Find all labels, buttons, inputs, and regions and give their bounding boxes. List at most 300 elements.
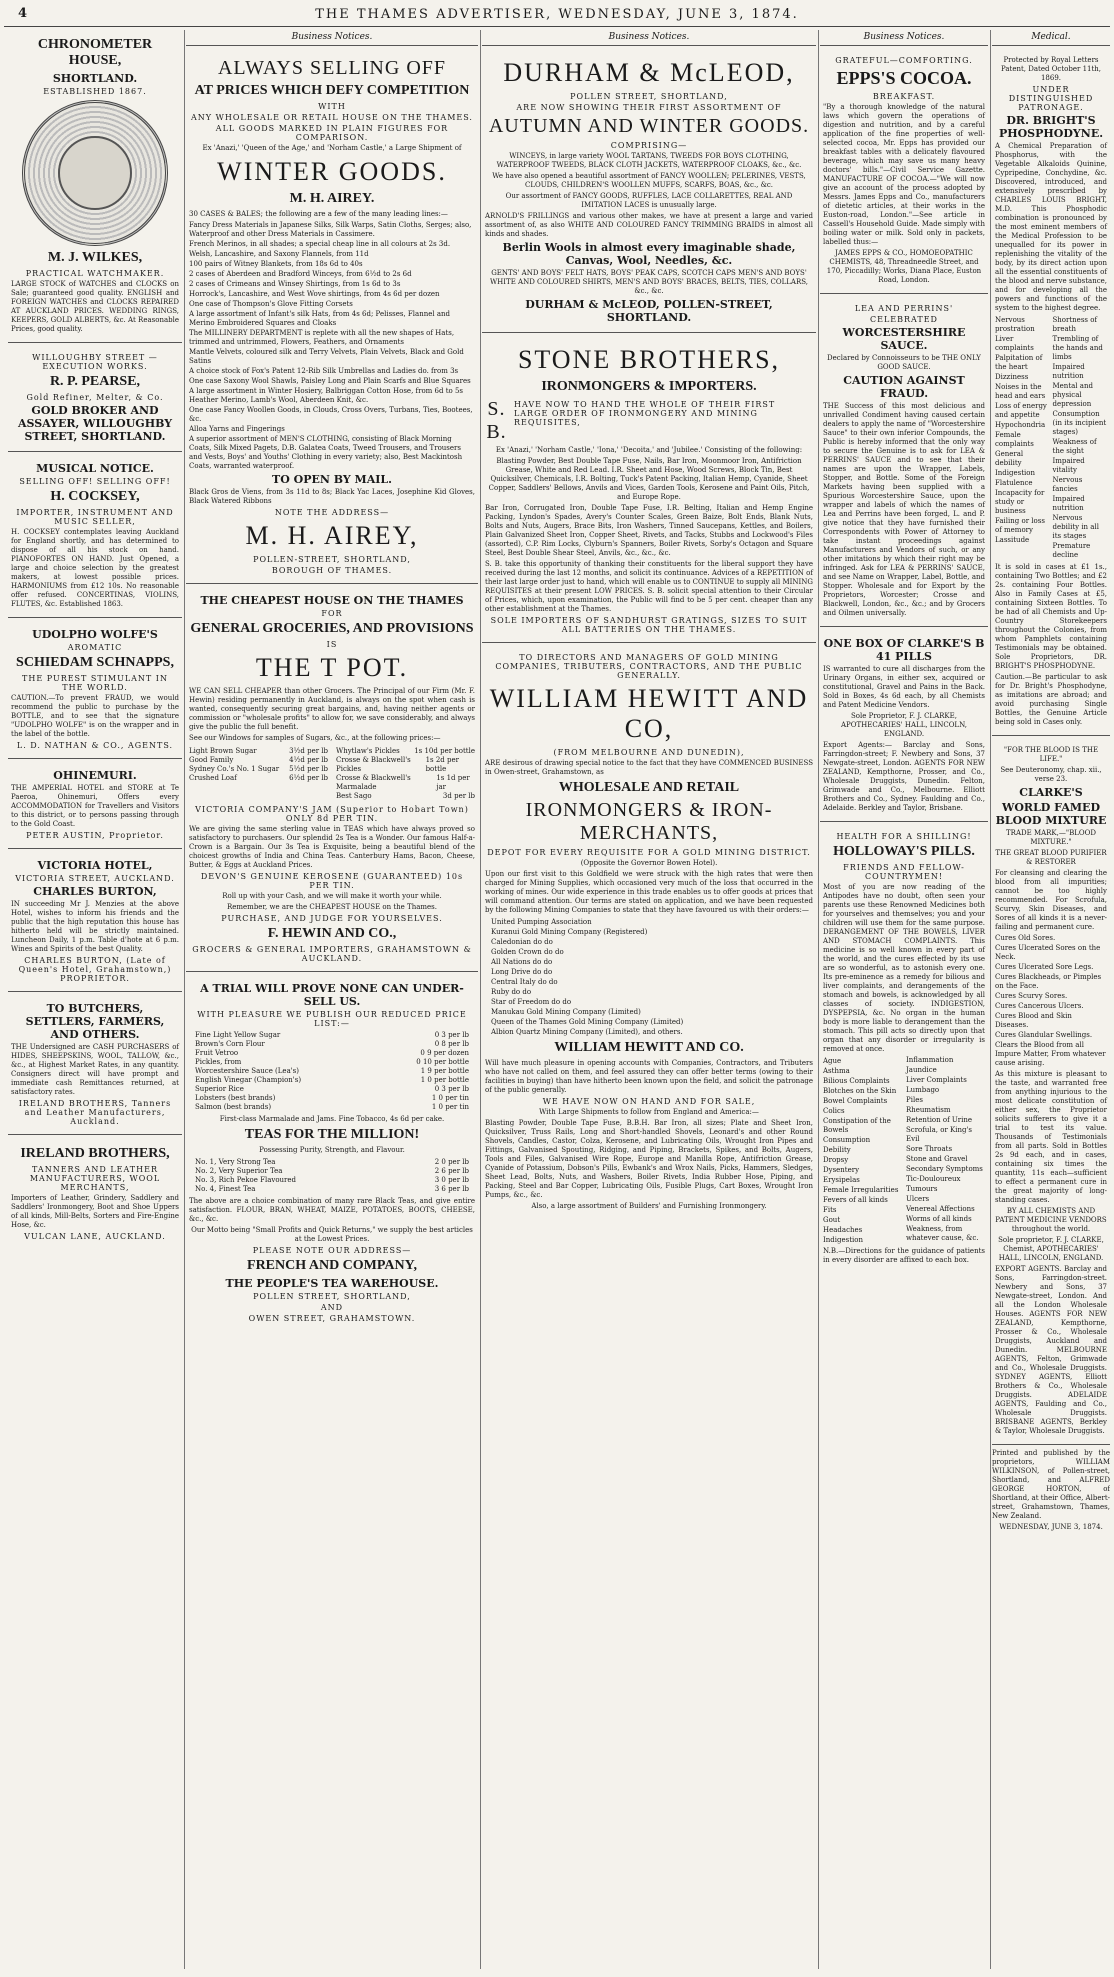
list-item: Caledonian do do bbox=[491, 938, 553, 946]
ad-subtitle: TANNERS AND LEATHER MANUFACTURERS, WOOL MERCHANTS, bbox=[29, 1165, 161, 1192]
ad-title: WORCESTERSHIRE SAUCE. bbox=[842, 326, 966, 352]
ad-subheading: With Large Shipments to follow from England and America:— bbox=[539, 1108, 759, 1116]
list-item: A superior assortment of MEN'S CLOTHING, consisting of Black Morning Coats, Silk Mixed Pagets, D.B. Galatea Coats, Tweed Trousers, and Trousers and Vests, Boys' and Youths' Clothing in every variety; also, Best Mackintosh Coats, warranted waterproof. bbox=[189, 435, 463, 470]
price-row bbox=[195, 1167, 469, 1176]
ad-name: UDOLPHO WOLFE'S bbox=[32, 628, 158, 641]
clarke-blood-mixture-ad bbox=[992, 740, 1110, 1445]
item-price: 6½d per lb bbox=[289, 774, 328, 782]
price-row bbox=[195, 1049, 469, 1058]
ad-connector: IS bbox=[326, 640, 338, 649]
list-item: Welsh, Lancashire, and Saxony Flannels, from 11d bbox=[189, 250, 369, 258]
ad-title: CLARKE'S bbox=[1019, 786, 1083, 799]
column-header: Business Notices. bbox=[482, 30, 816, 46]
list-item: Nervous prostration bbox=[995, 316, 1035, 333]
ad-subtitle: SHORTLAND. bbox=[52, 72, 138, 85]
list-item: Consumption bbox=[823, 1136, 871, 1144]
item-label: Best Sago bbox=[336, 792, 372, 800]
ad-heading: VICTORIA HOTEL, bbox=[37, 859, 153, 872]
list-item: Rheumatism bbox=[906, 1106, 951, 1114]
list-item: Stone and Gravel bbox=[906, 1155, 968, 1163]
price-row bbox=[195, 1103, 469, 1112]
ad-signature: Sole proprietor, F. J. CLARKE, Chemist, APOTHECARIES' HALL, LINCOLN, ENGLAND. bbox=[998, 1236, 1104, 1262]
ad-address: VULCAN LANE, AUCKLAND. bbox=[24, 1232, 166, 1241]
ad-body: THE Undersigned are CASH PURCHASERS of HIDES, SHEEPSKINS, WOOL, TALLOW, &c., &c., at Highest Market Rates, in any quantity. Consigners direct will have prompt and immediate cash Remittances returned, at satisfactory rates. bbox=[11, 1043, 179, 1096]
column-header: Business Notices. bbox=[186, 30, 478, 46]
ad-subtitle: THE PEOPLE'S TEA WAREHOUSE. bbox=[225, 1277, 439, 1290]
list-item: Golden Crown do do bbox=[491, 948, 564, 956]
ad-connector: COMPRISING— bbox=[610, 141, 688, 150]
list-item: Indigestion bbox=[823, 1236, 863, 1244]
music-ad bbox=[8, 456, 182, 618]
list-item: Queen of the Thames Gold Mining Company (Limited) bbox=[491, 1018, 684, 1026]
price-row bbox=[336, 747, 475, 756]
list-item: Nervous debility in all its stages bbox=[1052, 514, 1099, 540]
price-row bbox=[195, 1031, 469, 1040]
newspaper-page bbox=[4, 4, 1110, 1973]
list-item: Indigestion bbox=[995, 469, 1035, 477]
ad-pretitle: GRATEFUL—COMFORTING. bbox=[835, 56, 973, 65]
list-item: Ruby do do bbox=[491, 988, 532, 996]
ad-name: M. H. AIREY. bbox=[289, 191, 375, 206]
item-price: 2 6 per lb bbox=[434, 1167, 469, 1175]
price-row bbox=[195, 1158, 469, 1167]
ad-address: POLLEN STREET, SHORTLAND, bbox=[570, 92, 728, 101]
ad-big-title: WILLIAM HEWITT AND CO, bbox=[489, 684, 809, 743]
list-item: Bowel Complaints bbox=[823, 1097, 888, 1105]
ad-big-title: THE T POT. bbox=[255, 653, 409, 682]
ad-line: BY ALL CHEMISTS AND PATENT MEDICINE VENDORS throughout the world. bbox=[995, 1207, 1107, 1233]
item-price: 1 0 per tin bbox=[431, 1103, 469, 1111]
item-label: Sydney Co.'s No. 1 Sugar bbox=[189, 765, 280, 773]
list-item: A large assortment in Winter Hosiery, Balbriggan Cotton Hose, from 6d to 5s Heather Merino, Lamb's Wool, Aberdeen Knit, &c. bbox=[189, 387, 463, 404]
ad-quote: "FOR THE BLOOD IS THE LIFE." bbox=[1003, 746, 1099, 763]
list-item: Impaired vitality bbox=[1052, 457, 1085, 474]
price-row bbox=[195, 1058, 469, 1067]
list-item: Gout bbox=[823, 1216, 841, 1224]
company-list bbox=[491, 918, 807, 1037]
ad-caution: Caution.—Be particular to ask for Dr. Bright's Phosphodyne, as imitations are abroad; and avoid purchasing Single Bottles, the Genuine Article being sold in Cases only. bbox=[995, 673, 1107, 726]
price-row bbox=[195, 1176, 469, 1185]
ad-headline: IRONMONGERS & IRON-MERCHANTS, bbox=[525, 799, 773, 844]
victoria-hotel-ad bbox=[8, 853, 182, 992]
ad-heading: TEAS FOR THE MILLION! bbox=[244, 1127, 420, 1142]
list-item: Clears the Blood from all Impure Matter, From whatever cause arising. bbox=[995, 1041, 1106, 1067]
item-price: 3 0 per lb bbox=[434, 1176, 469, 1184]
masthead bbox=[4, 4, 1110, 27]
ad-subheadline: AT PRICES WHICH DEFY COMPETITION bbox=[194, 83, 470, 98]
list-item: French Merinos, in all shades; a special cheap line in all colours at 2s 3d. bbox=[189, 240, 451, 248]
list-item: Lumbago bbox=[906, 1086, 940, 1094]
list-item: One case of Thompson's Glove Fitting Corsets bbox=[189, 300, 353, 308]
ad-body: A Chemical Preparation of Phosphorus, with the Vegetable Alkaloids Quinine, Cypripedine, Conchydine, &c. Discovered, introduced, and extensively prescribed by CHARLES LOUIS BRIGHT, M.D. This Phosphodic combination is pronounced by the most eminent members of the Medical Profession to be unequalled for its power in replenishing the vitality of the body, by its direct action upon all the essential constituents of the blood and nerve substance, and for developing all the powers and functions of the system to the highest degree. bbox=[995, 142, 1107, 312]
list-item: Secondary Symptoms bbox=[906, 1165, 983, 1173]
ad-signature: Sole Proprietor, F. J. CLARKE, APOTHECARIES' HALL, LINCOLN, ENGLAND. bbox=[841, 712, 967, 738]
ad-body: THE Success of this most delicious and unrivalled Condiment having caused certain dealers to apply the name of "Worcestershire Sauce" to their own inferior Compounds, the Public is hereby informed that the only way to secure the Genuine is to ask for LEA & PERRINS' SAUCE and to see that their names are upon the Wrapper, Labels, Stopper, and Bottle. Some of the Foreign Markets having been supplied with a Spurious Worcestershire Sauce, upon the wrapper and labels of which the names of Lea and Perrins have been forged, L. and P. give notice that they have furnished their Correspondents with Power of Attorney to take instant proceedings against Manufacturers and Vendors of such, or any other imitations by which their right may be infringed. Ask for LEA & PERRINS' SAUCE, and see Name on Wrapper, Label, Bottle, and Stopper. Wholesale and for Export by the Proprietors, Worcester; Crosse and Blackwell, London, &c., &c.; and by Grocers and Oilmen universally. bbox=[823, 402, 985, 617]
ad-initials: S. B. bbox=[486, 398, 507, 443]
ad-name: WILLIAM HEWITT AND CO. bbox=[554, 1040, 744, 1055]
ad-line: ANY WHOLESALE OR RETAIL HOUSE ON THE THAMES. bbox=[191, 113, 473, 122]
list-item: Cures Ulcerated Sores on the Neck. bbox=[995, 944, 1101, 961]
clock-face bbox=[58, 136, 132, 210]
ad-body: Most of you are now reading of the Antipodes have no doubt, often seen your parents use these Renowned Medicines both for yourselves and themselves; you and your children will use them for the same purpose. DERANGEMENT OF THE BOWELS, LIVER AND STOMACH COMPLAINTS. This medicine is so well known in every part of the world, and the cures effected by its use are so wonderful, as to astonish every one. Its pre-eminence as a remedy for bilious and liver complaints, and derangements of the stomach and bowels, is acknowledged by all classes of society. INDIGESTION, DYSPEPSIA, &c. No organ in the human body is more liable to derangement than the stomach. This pill acts so directly upon that organ that any disorder or irregularity is removed at once. bbox=[823, 883, 985, 1053]
ad-body: "By a thorough knowledge of the natural laws which govern the operations of digestion and nutrition, and by a careful application of the fine properties of well-selected cocoa, Mr. Epps has provided our breakfast tables with a delicately flavoured beverage, which may save us many heavy doctors' bills."—Civil Service Gazette. MANUFACTURE OF COCOA.—"We will now give an account of the process adopted by Messrs. James Epps and Co., manufacturers of dietetic articles, at their works in the Euston-road, London."—See article in Cassell's Household Guide. Made simply with boiling water or milk. Sold only in packets, labelled thus:— bbox=[823, 103, 985, 246]
ad-heading: TO OPEN BY MAIL. bbox=[272, 473, 392, 486]
ad-subheadline: WITH PLEASURE WE PUBLISH OUR REDUCED PRICE LIST:— bbox=[197, 1010, 467, 1028]
ad-note: PLEASE NOTE OUR ADDRESS— bbox=[252, 1246, 412, 1255]
list-item: Dysentery bbox=[823, 1166, 860, 1174]
list-item: Constipation of the Bowels bbox=[823, 1117, 891, 1134]
ad-note: NOTE THE ADDRESS— bbox=[274, 508, 390, 517]
ad-body: The above are a choice combination of many rare Black Teas, and give entire satisfaction. FLOUR, BRAN, WHEAT, MAIZE, POTATOES, BOOTS, CHEESE, &c., &c. bbox=[189, 1197, 475, 1223]
list-item: Cures Blood and Skin Diseases. bbox=[995, 1012, 1072, 1029]
column-1 bbox=[8, 30, 182, 1969]
ad-signature: CHARLES BURTON, (Late of Queen's Hotel, Grahamstown,) PROPRIETOR. bbox=[18, 956, 172, 983]
list-item: Long Drive do do bbox=[491, 968, 553, 976]
ad-body: Blasting Powder, Best Double Tape Fuse, Nails, Bar Iron, Moonmoor Iron, Antifriction Grease, White and Red Lead. I.R. Sheet and Hose, Wood Screws, Block Tin, Best Quicksilver, Chemicals, I.R. Bolting, Tuck's Patent Packing, Italian Hemp, Cyanide, Sheet Copper, Saddlers' Bellows, Anvils and Vices, Garden Tools, Kerosene and Paint Oils, Pitch, and Europe Rope. bbox=[488, 457, 810, 501]
ad-headline: THE CHEAPEST HOUSE ON THE THAMES bbox=[200, 594, 464, 607]
ad-motto: Our Motto being "Small Profits and Quick Returns," we supply the best articles at the Lowest Prices. bbox=[191, 1226, 473, 1243]
ad-subheadline: GENERAL GROCERIES, AND PROVISIONS bbox=[190, 621, 474, 636]
price-row bbox=[336, 792, 475, 801]
ad-subtitle: Gold Refiner, Melter, & Co. bbox=[26, 393, 164, 402]
ad-name: H. COCKSEY, bbox=[50, 489, 140, 504]
list-item: Weakness of the sight bbox=[1052, 438, 1097, 455]
ad-lead: 30 CASES & BALES; the following are a few of the many leading lines:— bbox=[189, 210, 448, 218]
list-item: Tic-Douloureux bbox=[906, 1175, 961, 1183]
ad-borough: BOROUGH OF THAMES. bbox=[271, 566, 393, 575]
item-price: 1 0 per bottle bbox=[420, 1076, 469, 1084]
ad-heading: IRELAND BROTHERS, bbox=[20, 1146, 170, 1161]
stone-brothers-ad bbox=[482, 337, 816, 643]
chronometer-ad bbox=[8, 30, 182, 343]
pearse-ad bbox=[8, 347, 182, 452]
list-item: Flatulence bbox=[995, 479, 1033, 487]
item-label: No. 2, Very Superior Tea bbox=[195, 1167, 283, 1175]
ad-body: GENTS' AND BOYS' FELT HATS, BOYS' PEAK CAPS, SCOTCH CAPS MEN'S AND BOYS' WHITE AND COLOURED SHIRTS, MEN'S AND BOYS' BRACES, BELTS, TIES, COLLARS, &c., &c. bbox=[489, 269, 809, 295]
ad-line: See our Windows for samples of Sugars, &c., at the following prices:— bbox=[189, 734, 441, 742]
item-label: Fruit Vetroo bbox=[195, 1049, 239, 1057]
condition-lists bbox=[995, 315, 1107, 561]
ad-subtitle: (FROM MELBOURNE AND DUNEDIN), bbox=[553, 748, 745, 757]
ad-line: ALL GOODS MARKED IN PLAIN FIGURES FOR COMPARISON. bbox=[215, 124, 449, 142]
ad-line: DEPOT FOR EVERY REQUISITE FOR A GOLD MINING DISTRICT. bbox=[487, 848, 811, 857]
ad-heading: MUSICAL NOTICE. bbox=[36, 462, 154, 475]
list-item: Ulcers bbox=[906, 1195, 930, 1203]
item-label: Brown's Corn Flour bbox=[195, 1040, 265, 1048]
list-item: Inflammation bbox=[906, 1056, 954, 1064]
item-label: Pickles, from bbox=[195, 1058, 242, 1066]
ad-quote-source: See Deuteronomy, chap. xii., verse 23. bbox=[1000, 766, 1102, 783]
ad-line: Berlin Wools in almost every imaginable shade, Canvas, Wool, Needles, &c. bbox=[502, 241, 796, 267]
item-price: 1s 2d per bottle bbox=[425, 756, 459, 773]
list-item: Mantle Velvets, coloured silk and Terry Velvets, Plain Velvets, Black and Gold Satins bbox=[189, 348, 464, 365]
list-item: Lassitude bbox=[995, 536, 1030, 544]
list-item: A choice stock of Fox's Patent 12-Rib Silk Umbrellas and Ladies do. from 3s bbox=[189, 367, 459, 375]
ad-big-title: STONE BROTHERS, bbox=[517, 345, 781, 374]
ad-name: R. P. PEARSE, bbox=[49, 374, 141, 389]
item-price: 1s 10d per bottle bbox=[414, 747, 475, 755]
list-item: Cures Glandular Swellings. bbox=[995, 1031, 1093, 1039]
ad-body: S. B. take this opportunity of thanking their constituents for the liberal support they have received during the last 12 months, and solicit its continuance. Advices of a REPETITION of their last large order just to hand, which will enable us to CONTINUE to supply all MINING REQUISITES at their present LOW PRICES. S. B. solicit special attention to their Circular of Prices, which, upon examination, the Public will find to be 5 per cent. cheaper than any other establishment at the Thames. bbox=[485, 560, 813, 613]
item-price: 0 9 per dozen bbox=[420, 1049, 469, 1057]
list-item: Blotches on the Skin bbox=[823, 1087, 897, 1095]
ad-body: As this mixture is pleasant to the taste, and warranted free from anything injurious to the most delicate constitution of either sex, the Proprietor solicits sufferers to give it a trial to test its value. Thousands of Testimonials from all parts. Sold in Bottles 2s 9d each, and in cases, containing six times the quantity, 11s each—sufficient to effect a permanent cure in the great majority of long-standing cases. bbox=[995, 1070, 1107, 1204]
list-item: Worms of all kinds bbox=[906, 1215, 972, 1223]
list-item: General debility bbox=[995, 450, 1024, 467]
ad-subheading: Possessing Purity, Strength, and Flavour. bbox=[259, 1146, 405, 1154]
column-rule bbox=[480, 30, 481, 1969]
list-item: Debility bbox=[823, 1146, 851, 1154]
ad-big-name: M. H. AIREY, bbox=[245, 521, 419, 550]
imprint-date: WEDNESDAY, JUNE 3, 1874. bbox=[999, 1523, 1103, 1531]
ad-big-title: DURHAM & McLEOD, bbox=[503, 58, 795, 87]
column-rule bbox=[184, 30, 185, 1969]
ad-title: DR. BRIGHT'S PHOSPHODYNE. bbox=[998, 114, 1104, 140]
ad-headline: WHOLESALE AND RETAIL bbox=[558, 780, 740, 795]
price-row bbox=[195, 1094, 469, 1103]
list-item: Cures Blackheads, or Pimples on the Face. bbox=[995, 973, 1102, 990]
item-label: No. 1, Very Strong Tea bbox=[195, 1158, 276, 1166]
list-item: Fevers of all kinds bbox=[823, 1196, 888, 1204]
clock-seal-image bbox=[22, 100, 168, 246]
ad-title: ONE BOX OF CLARKE'S B 41 PILLS bbox=[823, 637, 985, 663]
ad-pretitle: Protected by Royal Letters Patent, Dated October 11th, 1869. bbox=[1000, 56, 1102, 82]
durham-mcleod-ad bbox=[482, 50, 816, 333]
list-item: Impaired nutrition bbox=[1052, 495, 1085, 512]
item-label: Crosse & Blackwell's Pickles bbox=[336, 756, 411, 773]
ad-line: Also, a large assortment of Builders' and Furnishing Ironmongery. bbox=[531, 1202, 767, 1210]
list-item: Ague bbox=[823, 1057, 842, 1065]
item-price: 3 6 per lb bbox=[434, 1185, 469, 1193]
ad-subtitle: CELEBRATED bbox=[870, 315, 938, 324]
page-number: 4 bbox=[18, 6, 28, 21]
item-label: Light Brown Sugar bbox=[189, 747, 257, 755]
ad-line: SOLE IMPORTERS OF SANDHURST GRATINGS, SIZES TO SUIT ALL BATTERIES ON THE THAMES. bbox=[490, 616, 808, 634]
list-item: Weakness, from whatever cause, &c. bbox=[906, 1225, 979, 1242]
ad-agents: Export Agents:— Barclay and Sons, Farringdon-street; F. Newbery and Sons, 37 Newgate-street, London. AGENTS FOR NEW ZEALAND, Kempthorne, Prosser, and Co., Wholesale Druggists, Dunedin. Felton, Grimwade and Co., Melbourne. Elliott Brothers and Co., Sydney. Faulding and Co., Adelaide. Berkley and Taylor, Brisbane. bbox=[823, 741, 985, 812]
ad-line: PURCHASE, AND JUDGE FOR YOURSELVES. bbox=[221, 914, 443, 923]
list-item: A large assortment of Infant's silk Hats, from 4s 6d; Pelisses, Flannel and Merino Embroidered Squares and Cloaks bbox=[189, 310, 450, 327]
list-item: Mental and physical depression bbox=[1052, 382, 1093, 408]
ad-body: IS warranted to cure all discharges from the Urinary Organs, in either sex, acquired or constitutional, Gravel and Pains in the Back. Sold in Boxes, 4s 6d each, by all Chemists and Patent Medicine Vendors. bbox=[823, 665, 985, 709]
list-item: Female complaints bbox=[995, 431, 1034, 448]
ad-shipment: Ex 'Anazi,' 'Queen of the Age,' and 'Norham Castle,' a Large Shipment of bbox=[202, 144, 462, 152]
list-item: Scrofula, or King's Evil bbox=[906, 1126, 972, 1143]
list-item: Cures Scurvy Sores. bbox=[995, 992, 1068, 1000]
item-price: 2 0 per lb bbox=[434, 1158, 469, 1166]
list-item: All Nations do do bbox=[491, 958, 553, 966]
ad-subtitle: IRONMONGERS & IMPORTERS. bbox=[541, 379, 757, 394]
ad-signature: JAMES EPPS & CO., HOMOEOPATHIC CHEMISTS, 48, Threadneedle Street, and 170, Piccadilly; Works, Diana Place, Euston Road, London. bbox=[826, 249, 982, 284]
ireland-ad bbox=[8, 1139, 182, 1249]
ad-body: It is sold in cases at £1 1s., containing Two Bottles; and £2 2s. containing Four Bottles. Also in Family Cases at £5, containing Sixteen Bottles. To be had of all Chemists and Up-Country Storekeepers throughout the Colonies, from whom Pamphlets containing Testimonials may be obtained. Sole Proprietors, DR. BRIGHT'S PHOSPHODYNE. bbox=[995, 563, 1107, 670]
price-row bbox=[189, 747, 328, 756]
item-label: No. 4, Finest Tea bbox=[195, 1185, 256, 1193]
list-item: Cures Ulcerated Sore Legs. bbox=[995, 963, 1094, 971]
lea-perrins-ad bbox=[820, 298, 988, 627]
list-item: Hypochondria bbox=[995, 421, 1046, 429]
list-item: Liver complaints bbox=[995, 335, 1034, 352]
list-item: Premature decline bbox=[1052, 542, 1091, 559]
tea-price-list bbox=[195, 1158, 469, 1194]
list-item: Consumption (in its incipient stages) bbox=[1052, 410, 1107, 436]
list-item: 2 cases of Crimeans and Winsey Shirtings, from 1s 6d to 3s bbox=[189, 280, 401, 288]
list-item: Star of Freedom do do bbox=[491, 998, 572, 1006]
list-item: United Pumping Association bbox=[491, 918, 592, 926]
airey-item-list bbox=[189, 221, 475, 471]
column-rule bbox=[990, 30, 991, 1969]
item-price: 0 3 per lb bbox=[434, 1085, 469, 1093]
sugar-price-lists bbox=[189, 745, 475, 803]
item-price: 4½d per lb bbox=[289, 756, 328, 764]
list-item: Cures Cancerous Ulcers. bbox=[995, 1002, 1084, 1010]
ad-heading: TO BUTCHERS, SETTLERS, FARMERS, AND OTHERS. bbox=[25, 1002, 165, 1041]
ad-connector: FOR bbox=[321, 609, 343, 618]
ad-subtitle: AROMATIC bbox=[67, 643, 123, 652]
ad-subtitle: IMPORTER, INSTRUMENT AND MUSIC SELLER, bbox=[16, 508, 174, 526]
column-5 bbox=[992, 30, 1110, 1969]
list-item: Dizziness bbox=[995, 373, 1029, 381]
ad-title: SCHIEDAM SCHNAPPS, bbox=[16, 655, 174, 670]
list-item: 2 cases of Aberdeen and Bradford Winceys, from 6½d to 2s 6d bbox=[189, 270, 412, 278]
ad-note: N.B.—Directions for the guidance of patients in every disorder are affixed to each box. bbox=[823, 1247, 985, 1264]
phosphodyne-ad bbox=[992, 50, 1110, 736]
item-label: English Vinegar (Champion's) bbox=[195, 1076, 302, 1084]
ad-body: We are giving the same sterling value in TEAS which have always proved so satisfactory to purchasers. Our splendid 2s Tea is a Wonder. Our famous Half-a-Crown is a Bargain. Our 3s Tea is Exquisite, being a beautiful blend of the choicest growths of India and China Teas. Canterbury Hams, Bacon, Cheese, Butter, & Eggs at Auckland Prices. bbox=[189, 825, 475, 869]
ad-signature: PETER AUSTIN, Proprietor. bbox=[26, 831, 164, 840]
item-price: 1 9 per bottle bbox=[420, 1067, 469, 1075]
item-price: 3d per lb bbox=[442, 792, 475, 800]
hewitt-ad bbox=[482, 647, 816, 1219]
ad-body: Our assortment of FANCY GOODS, RUFFLES, LACE COLLARETTES, REAL AND IMITATION LACES is unusually large. bbox=[505, 192, 793, 209]
printer-imprint: Printed and published by the proprietors, WILLIAM WILKINSON, of Pollen-street, Shortland, and ALFRED GEORGE HORTON, of Shortland, at their Office, Albert-street, Grahamstown, Thames, New Zealand. bbox=[992, 1449, 1110, 1520]
ad-address: POLLEN-STREET, SHORTLAND, bbox=[253, 555, 411, 564]
ad-name: CHARLES BURTON, bbox=[33, 885, 157, 898]
ad-headline: A TRIAL WILL PROVE NONE CAN UNDER-SELL US. bbox=[200, 982, 464, 1008]
ad-pretitle: LEA AND PERRINS' bbox=[854, 304, 954, 313]
list-item: Jaundice bbox=[906, 1066, 937, 1074]
price-row bbox=[195, 1185, 469, 1194]
item-label: Whytlaw's Pickles bbox=[336, 747, 400, 755]
ad-line: HAVE NOW TO HAND THE WHOLE OF THEIR FIRST LARGE ORDER OF IRONMONGERY AND MINING REQUISITES, bbox=[513, 400, 776, 427]
item-label: Fine Light Yellow Sugar bbox=[195, 1031, 281, 1039]
ad-subtitle: GROCERS & GENERAL IMPORTERS, GRAHAMSTOWN & AUCKLAND. bbox=[192, 945, 472, 963]
ad-body: We have also opened a beautiful assortment of FANCY WOOLLEN; PELERINES, VESTS, CLOUDS, CHILDREN'S WOOLLEN MUFFS, SCARFS, BOAS, &c., &c. bbox=[492, 172, 806, 189]
ailment-list bbox=[823, 1056, 985, 1245]
clarke-pills-ad bbox=[820, 631, 988, 822]
ad-subtitle: VICTORIA STREET, AUCKLAND. bbox=[15, 874, 175, 883]
ad-big-title: WORLD FAMED BLOOD MIXTURE bbox=[995, 801, 1107, 827]
price-row bbox=[189, 774, 328, 783]
list-item: Trembling of the hands and limbs bbox=[1052, 335, 1103, 361]
ad-subtitle: BREAKFAST. bbox=[872, 92, 936, 101]
epps-cocoa-ad bbox=[820, 50, 988, 294]
ad-body: LARGE STOCK of WATCHES and CLOCKS on Sale; guaranteed good quality. ENGLISH and FOREIGN WATCHES and CLOCKS REPAIRED AT AUCKLAND PRICES. WEDDING RINGS, KEEPERS, GOLD ALBERTS, &c. At Reasonable Prices, good quality. bbox=[11, 280, 179, 333]
item-price: 3½d per lb bbox=[289, 747, 328, 755]
ad-line: DEVON'S GENUINE KEROSENE (GUARANTEED) 10s PER TIN. bbox=[200, 872, 464, 890]
sb-intro bbox=[485, 398, 813, 444]
ad-trade: PRACTICAL WATCHMAKER. bbox=[25, 269, 165, 278]
ad-name: FRENCH AND COMPANY, bbox=[247, 1258, 417, 1273]
ad-signature: IRELAND BROTHERS, Tanners and Leather Manufacturers, Auckland. bbox=[18, 1099, 172, 1126]
ad-line: Remember, we are the CHEAPEST HOUSE on the Thames. bbox=[226, 903, 437, 911]
item-price: 5½d per lb bbox=[289, 765, 328, 773]
price-row bbox=[195, 1085, 469, 1094]
ad-agent: L. D. NATHAN & CO., AGENTS. bbox=[16, 741, 174, 750]
ad-body: CAUTION.—To prevent FRAUD, we would recommend the public to purchase by the BOTTLE, and to see that the signature "UDOLPHO WOLFE" is on the wrapper and in the label of the bottle. bbox=[11, 694, 179, 738]
ad-agents: EXPORT AGENTS. Barclay and Sons, Farringdon-street. Newbery and Sons, 37 Newgate-street, London. And all the London Wholesale Houses. AGENTS FOR NEW ZEALAND, Kempthorne, Prosser & Co., Wholesale Druggists, Auckland and Dunedin. MELBOURNE AGENTS, Felton, Grimwade and Co., Wholesale Druggists. SYDNEY AGENTS, Elliott Brothers & Co., Wholesale Druggists. ADELAIDE AGENTS, Faulding and Co., Wholesale Druggists. BRISBANE AGENTS, Berkley & Taylor, Wholesale Druggists. bbox=[995, 1265, 1107, 1435]
butchers-ad bbox=[8, 996, 182, 1135]
list-item: Erysipelas bbox=[823, 1176, 860, 1184]
list-item: Horrock's, Lancashire, and West Wove shirtings, from 4s 6d per dozen bbox=[189, 290, 440, 298]
ad-body: For cleansing and clearing the blood from all impurities; cannot be too highly recommended. For Scrofula, Scurvy, Skin Diseases, and Sores of all kinds it is a never-failing and permanent cure. bbox=[995, 869, 1107, 931]
list-item: 100 pairs of Witney Blankets, from 18s 6d to 40s bbox=[189, 260, 363, 268]
column-header: Business Notices. bbox=[820, 30, 988, 46]
ad-body: Blasting Powder, Double Tape Fuse, B.B.H. Bar Iron, all sizes; Plate and Sheet Iron, Quicksilver, Truss Rails, Long and Short-handled Shovels, Leonard's and other Round Shovels, Candles, Castor, Colza, Kerosene, and Lubricating Oils, Wrought Iron Pipes and Fittings, Galvanised Spouting, Ridging, and Piping, Brackets, Spikes, and Bolts, Augers, Tools and Files, Galvanised Wire Rope, Europe and Manilla Rope, Antifriction Grease, Cyanide of Potassium, Dobson's Pills, Ewbank's and Wrox Nails, Picks, Hammers, Sledges, Sheet Lead, Bolts, Nuts, and Washers, Boiler Rivets, India Rubber Hose, Piping, and Packing, Steel and Bar Copper, Lubricating Oils, Fusible Plugs, Cart Boxes, Wrought Iron Pumps, &c., &c. bbox=[485, 1119, 813, 1199]
condition-list-right bbox=[1053, 315, 1108, 561]
price-row bbox=[189, 765, 328, 774]
list-item: Failing or loss of memory bbox=[995, 517, 1045, 534]
list-item: One case Saxony Wool Shawls, Paisley Long and Plain Scarfs and Blue Squares bbox=[189, 377, 471, 385]
ad-title: CHRONOMETER HOUSE, bbox=[37, 37, 153, 68]
list-item: Female Irregularities bbox=[823, 1186, 899, 1194]
list-item: Venereal Affections bbox=[906, 1205, 975, 1213]
item-label: Good Family bbox=[189, 756, 234, 764]
price-row bbox=[189, 756, 328, 765]
price-row bbox=[336, 756, 475, 774]
list-item: One case Fancy Woollen Goods, in Clouds, Cross Overs, Turbans, Ties, Bootees, &c. bbox=[189, 406, 473, 423]
column-3 bbox=[482, 30, 816, 1969]
ad-heading: OHINEMURI. bbox=[53, 769, 137, 782]
ad-address: POLLEN STREET, SHORTLAND, bbox=[253, 1292, 411, 1301]
list-item: Noises in the head and ears bbox=[995, 383, 1046, 400]
item-price: 0 3 per lb bbox=[434, 1031, 469, 1039]
list-item: Colics bbox=[823, 1107, 845, 1115]
ad-heading: WE HAVE NOW ON HAND AND FOR SALE, bbox=[542, 1097, 756, 1106]
list-item: Kuranui Gold Mining Company (Registered) bbox=[491, 928, 648, 936]
item-label: Superior Rice bbox=[195, 1085, 244, 1093]
ad-body: Upon our first visit to this Goldfield we were struck with the high rates that were then charged for Mining Supplies, which occasioned very much of the loss that occurred in the working of mines. Our wide experience in this trade enables us to offer goods at prices that will command attention. Our terms are stated on application, and we have been requested by the following Mining Companies to state that they have favoured us with their orders:— bbox=[485, 870, 813, 914]
ad-title: HOLLOWAY'S PILLS. bbox=[833, 844, 975, 859]
column-header: Medical. bbox=[992, 30, 1110, 46]
column-4 bbox=[820, 30, 988, 1969]
list-item: Nervous fancies bbox=[1052, 476, 1083, 493]
price-row bbox=[195, 1067, 469, 1076]
ad-heading-2: SELLING OFF! SELLING OFF! bbox=[19, 477, 171, 486]
list-item: Cures Old Sores. bbox=[995, 934, 1056, 942]
list-item: Central Italy do do bbox=[491, 978, 558, 986]
list-item: Sore Throats bbox=[906, 1145, 953, 1153]
ad-established: ESTABLISHED 1867. bbox=[43, 87, 147, 96]
ad-body: Importers of Leather, Grindery, Saddlery and Saddlers' Ironmongery, Boot and Shoe Uppers of all kinds, Mill-Belts, Sorters and Fire-Engine Hose, &c. bbox=[11, 1194, 179, 1229]
list-item: Fits bbox=[823, 1206, 837, 1214]
list-item: Alloa Yarns and Fingerings bbox=[189, 425, 285, 433]
item-label: Crushed Loaf bbox=[189, 774, 237, 782]
ad-connector: WITH bbox=[318, 102, 346, 111]
ad-headline: ALWAYS SELLING OFF bbox=[217, 57, 447, 79]
ad-address: OWEN STREET, GRAHAMSTOWN. bbox=[248, 1314, 416, 1323]
pickle-price-list bbox=[336, 747, 475, 801]
list-item: Bilious Complaints bbox=[823, 1077, 890, 1085]
price-row bbox=[195, 1076, 469, 1085]
ad-heading: TO DIRECTORS AND MANAGERS OF GOLD MINING COMPANIES, TRIBUTERS, CONTRACTORS, AND THE PUBLIC GENERALLY. bbox=[495, 653, 803, 680]
ad-line: VICTORIA COMPANY'S JAM (Superior to Hobart Town) ONLY 8d PER TIN. bbox=[195, 805, 469, 823]
ad-trademark: TRADE MARK,—"BLOOD MIXTURE." bbox=[1006, 829, 1096, 846]
item-label: Salmon (best brands) bbox=[195, 1103, 272, 1111]
ad-line: Roll up with your Cash, and we will make it worth your while. bbox=[222, 892, 442, 900]
item-label: No. 3, Rich Pekoe Flavoured bbox=[195, 1176, 297, 1184]
ad-line: ARE NOW SHOWING THEIR FIRST ASSORTMENT OF bbox=[516, 103, 782, 112]
